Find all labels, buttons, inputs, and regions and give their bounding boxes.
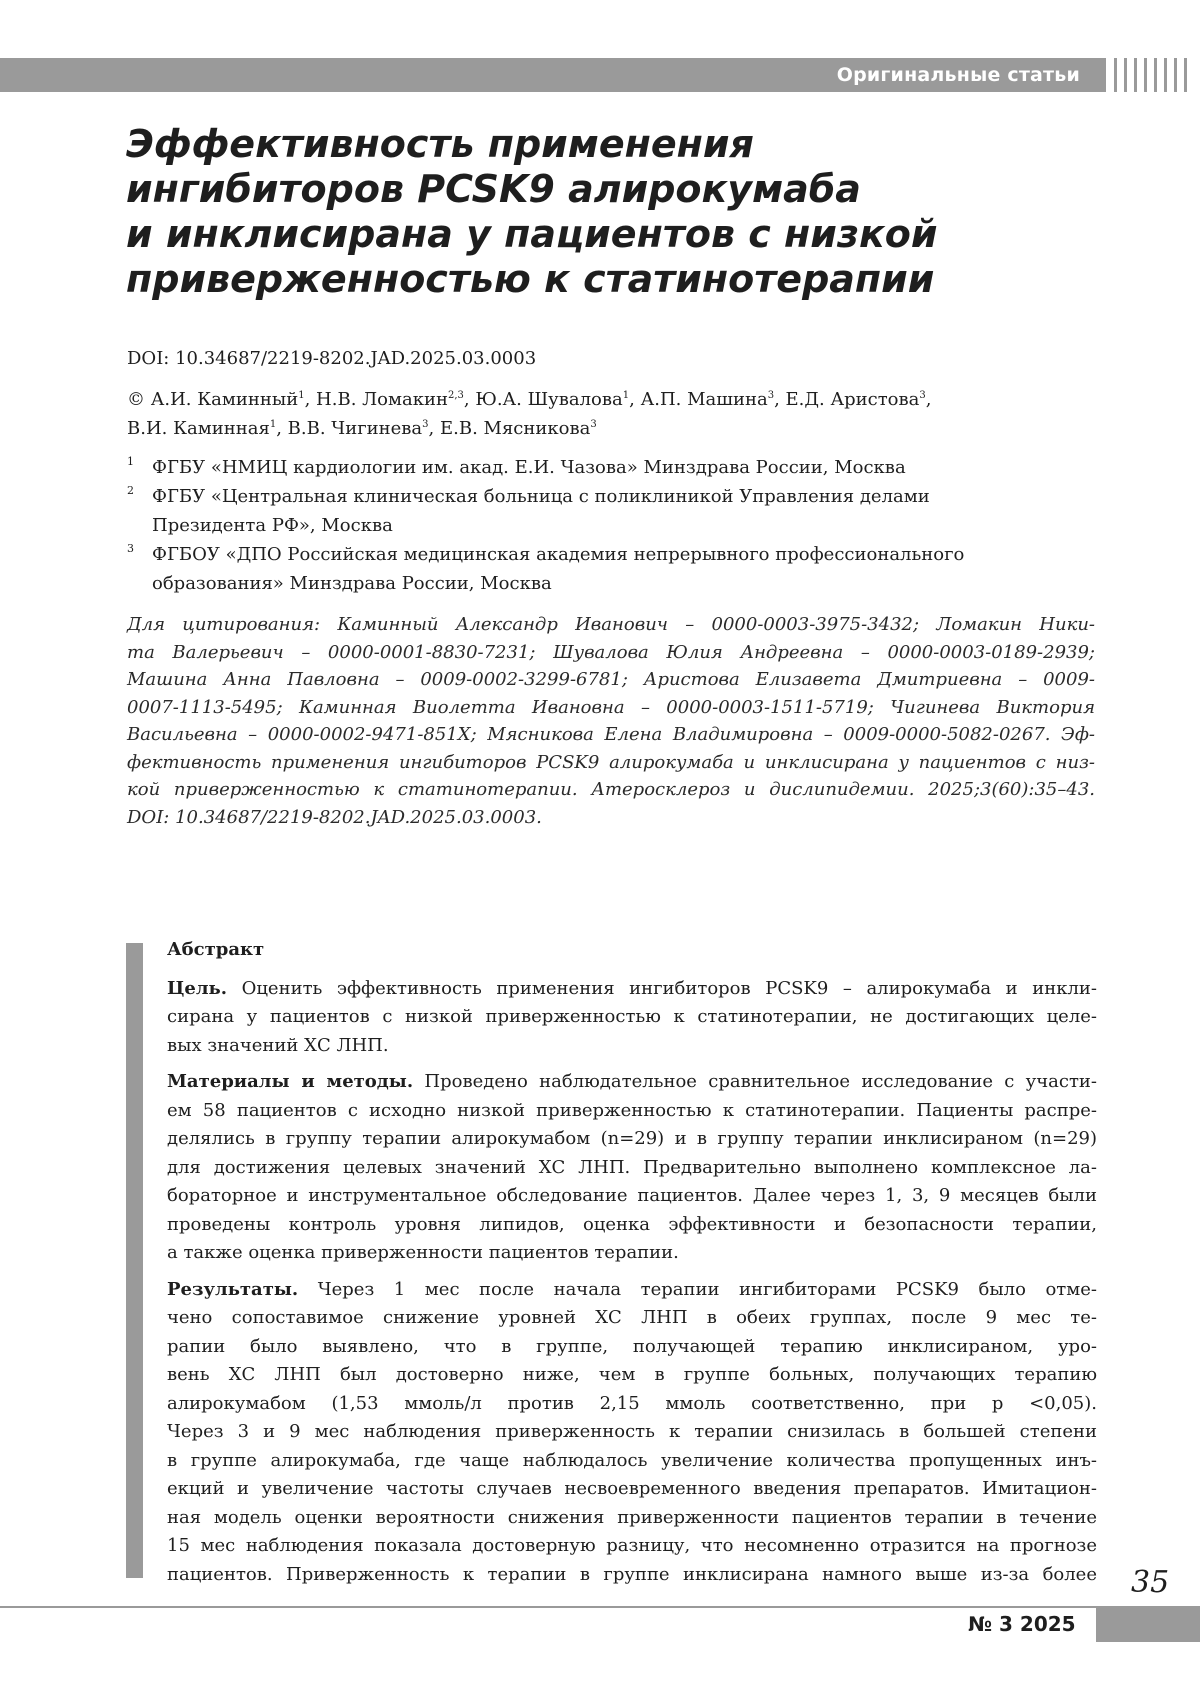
footer-block — [1096, 1606, 1200, 1642]
author: А.И. Каминный — [151, 389, 298, 410]
abstract-methods: Материалы и методы. Проведено наблюдательное сравнительное исследование с участи- — [167, 1068, 1097, 1097]
author: В.И. Каминная — [127, 418, 270, 439]
title-line: приверженностью к статинотерапии — [126, 257, 1126, 302]
abstract: Абстракт Цель. Оценить эффективность применения ингибиторов PCSK9 – алирокумаба и инкли- сирана у пациентов с низкой приверженностью к статинотерапии, не достигающих целе- вых значений ХС ЛНП. Материалы и методы. Проведено наблюдательное сравнительное исследование с участи- ем 58 пациентов с исходно низкой приверженностью к статинотерапии. Пациенты распре- делялись в группу терапии алирокумабом (n=29) и в группу терапии инклисираном (n=29) для достижения целевых значений ХС ЛНП. Предварительно выполнено комплексное ла- бораторное и инструментальное обследование пациентов. Далее через 1, 3, 9 месяцев были проведены контроль уровня липидов, оценка эффективности и безопасности терапии, а также оценка приверженности пациентов терапии. Результаты. Через 1 мес после начала терапии ингибиторами PCSK9 было отме- чено сопоставимое снижение уровней ХС ЛНП в обеих группах, после 9 мес те- рапии было выявлено, что в группе, получающей терапию инклисираном, уро- вень ХС ЛНП был достоверно ниже, чем в группе больных, получающих терапию алирокумабом (1,53 ммоль/л против 2,15 ммоль соответственно, при p <0,05). Через 3 и 9 мес наблюдения приверженность к терапии снизилась в большей степени в группе алирокумаба, где чаще наблюдалось увеличение количества пропущенных инъ- екций и увеличение частоты случаев несвоевременного введения препаратов. Имитацион- ная модель оценки вероятности снижения приверженности пациентов терапии в течение 15 мес наблюдения показала достоверную разницу, что несомненно отразится на прогнозе пациентов. Приверженность к терапии в группе инклисирана намного выше из-за более — [167, 936, 1097, 1589]
issue-number: № 3 2025 — [968, 1612, 1076, 1636]
authors — [127, 385, 1087, 443]
authors-line: © А.И. Каминный1, Н.В. Ломакин2,3, Ю.А. Шувалова1, А.П. Машина3, Е.Д. Аристова3, — [127, 385, 1087, 414]
affiliation: 1 ФГБУ «НМИЦ кардиологии им. акад. Е.И. Чазова» Минздрава России, Москва — [127, 453, 1107, 482]
header-stripes — [1106, 58, 1200, 92]
authors-line: В.И. Каминная1, В.В. Чигинева3, Е.В. Мясникова3 — [127, 414, 1087, 443]
title-line: и инклисирана у пациентов с низкой — [126, 212, 1126, 257]
affiliation: 3 ФГБОУ «ДПО Российская медицинская академия непрерывного профессионального образования» Минздрава России, Москва — [127, 540, 1107, 598]
abstract-bar — [126, 943, 143, 1578]
title-line: ингибиторов PCSK9 алирокумаба — [126, 167, 1126, 212]
abstract-goal: Цель. Оценить эффективность применения ингибиторов PCSK9 – алирокумаба и инкли- — [167, 975, 1097, 1004]
author: Ю.А. Шувалова — [475, 389, 622, 410]
abstract-results: Результаты. Через 1 мес после начала терапии ингибиторами PCSK9 было отме- — [167, 1276, 1097, 1305]
abstract-title: Абстракт — [167, 936, 1097, 965]
article-title — [126, 122, 1126, 302]
doi: DOI: 10.34687/2219-8202.JAD.2025.03.0003 — [127, 347, 536, 371]
author: Е.В. Мясникова — [440, 418, 590, 439]
author: Н.В. Ломакин — [316, 389, 448, 410]
affiliation: 2 ФГБУ «Центральная клиническая больница с поликлиникой Управления делами Президента РФ», Москва — [127, 482, 1107, 540]
citation: Для цитирования: Каминный Александр Иванович – 0000-0003-3975-3432; Ломакин Ники- та Валерьевич – 0000-0001-8830-7231; Шувалова Юлия Андреевна – 0000-0003-0189-2939; Машина Анна Павловна – 0009-0002-3299-6781; Аристова Елизавета Дмитриевна – 0009- 0007-1113-5495; Каминная Виолетта Ивановна – 0000-0003-1511-5719; Чигинева Виктория Васильевна – 0000-0002-9471-851X; Мясникова Елена Владимировна – 0009-0000-5082-0267. Эф- фективность применения ингибиторов PCSK9 алирокумаба и инклисирана у пациентов с низ- кой приверженностью к статинотерапии. Атеросклероз и дислипидемии. 2025;3(60):35–43. DOI: 10.34687/2219-8202.JAD.2025.03.0003. — [127, 611, 1095, 831]
section-label: Оригинальные статьи — [837, 64, 1080, 86]
footer-line — [0, 1606, 1200, 1608]
author: А.П. Машина — [641, 389, 768, 410]
author: В.В. Чигинева — [288, 418, 422, 439]
author: Е.Д. Аристова — [786, 389, 920, 410]
title-line: Эффективность применения — [126, 122, 1126, 167]
page-number: 35 — [1131, 1565, 1169, 1600]
